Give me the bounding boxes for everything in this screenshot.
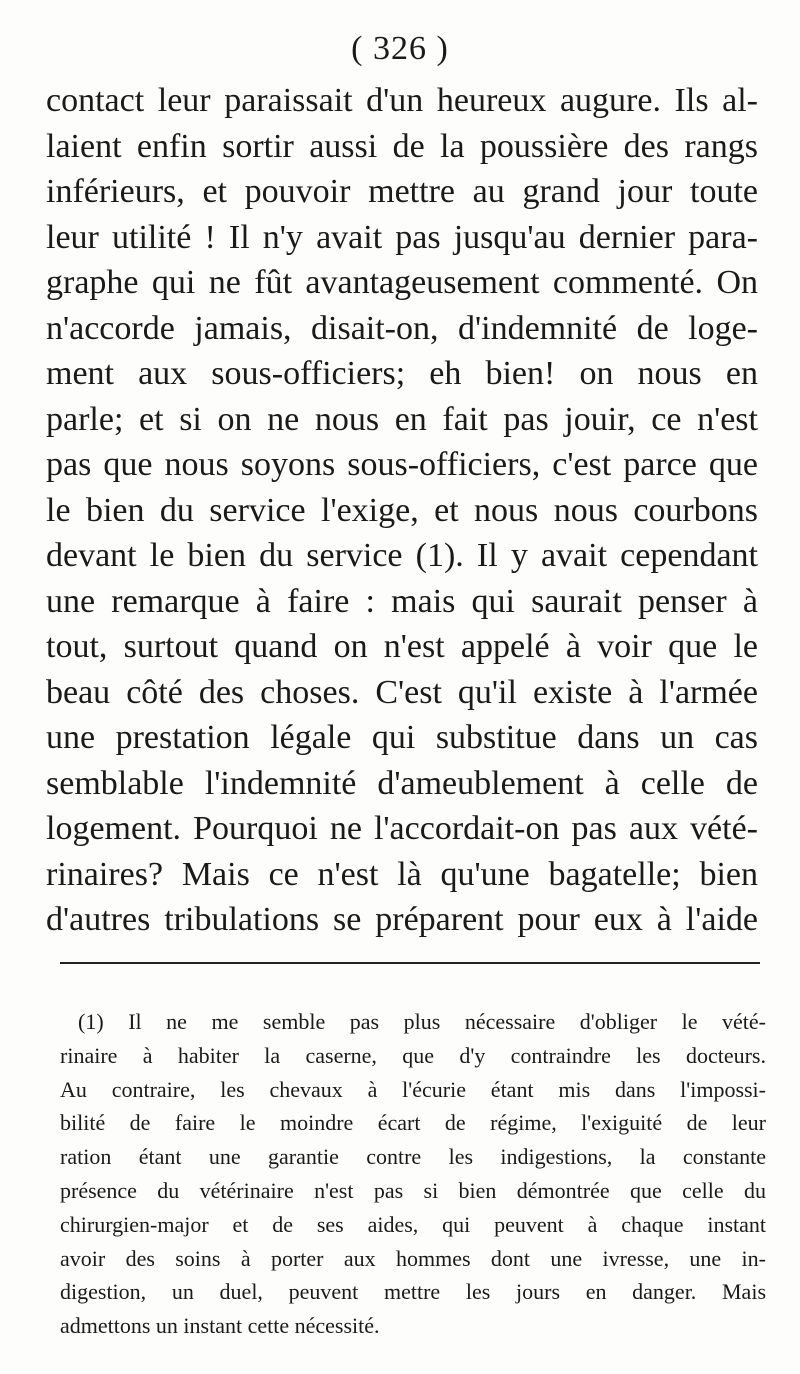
- footnote-line: bilité de faire le moindre écart de régime, l'exiguité de leur: [60, 1110, 766, 1136]
- page-number: ( 326 ): [351, 30, 449, 67]
- text-line: beau côté des choses. C'est qu'il existe à l'armée: [46, 673, 758, 711]
- footnote-line: avoir des soins à porter aux hommes dont une ivresse, une in-: [60, 1245, 766, 1271]
- text-line: ment aux sous-officiers; eh bien! on nous en: [46, 355, 758, 392]
- footnote-line: rinaire à habiter la caserne, que d'y contraindre les docteurs.: [60, 1042, 766, 1068]
- text-line: d'autres tribulations se préparent pour eux à l'aide: [46, 901, 758, 938]
- text-line: le bien du service l'exige, et nous nous courbons: [46, 491, 758, 529]
- footnote: [60, 1005, 766, 1343]
- footnote-line: Au contraire, les chevaux à l'écurie étant mis dans l'impossi-: [60, 1076, 766, 1102]
- text-line: pas que nous soyons sous-officiers, c'est parce que: [46, 446, 758, 483]
- footnote-separator: [60, 962, 760, 964]
- text-line: une remarque à faire : mais qui saurait penser à: [46, 582, 758, 620]
- footnote-line: chirurgien-major et de ses aides, qui peuvent à chaque instant: [60, 1211, 766, 1237]
- footnote-line: (1) Il ne me semble pas plus nécessaire d'obliger le vété-: [78, 1009, 766, 1034]
- text-line: laient enfin sortir aussi de la poussière des rangs: [46, 127, 758, 165]
- text-line: leur utilité ! Il n'y avait pas jusqu'au dernier para-: [46, 218, 758, 256]
- text-line: n'accorde jamais, disait-on, d'indemnité de loge-: [46, 309, 758, 347]
- footnote-line: admettons un instant cette nécessité.: [60, 1313, 380, 1339]
- text-line: semblable l'indemnité d'ameublement à celle de: [46, 764, 758, 802]
- text-line: tout, surtout quand on n'est appelé à voir que le: [46, 628, 758, 665]
- text-line: contact leur paraissait d'un heureux augure. Ils al-: [46, 82, 758, 119]
- footnote-line: ration étant une garantie contre les indigestions, la constante: [60, 1144, 766, 1170]
- text-line: devant le bien du service (1). Il y avait cependant: [46, 537, 758, 574]
- text-line: une prestation légale qui substitue dans un cas: [46, 719, 758, 756]
- text-line: inférieurs, et pouvoir mettre au grand jour toute: [46, 173, 758, 210]
- text-line: graphe qui ne fût avantageusement commenté. On: [46, 264, 758, 301]
- text-line: rinaires? Mais ce n'est là qu'une bagatelle; bien: [46, 855, 758, 893]
- text-line: parle; et si on ne nous en fait pas jouir, ce n'est: [46, 400, 758, 438]
- main-text: [46, 78, 758, 943]
- footnote-line: présence du vétérinaire n'est pas si bien démontrée que celle du: [60, 1177, 766, 1203]
- text-line: logement. Pourquoi ne l'accordait-on pas aux vété-: [46, 810, 758, 847]
- footnote-line: digestion, un duel, peuvent mettre les jours en danger. Mais: [60, 1279, 766, 1305]
